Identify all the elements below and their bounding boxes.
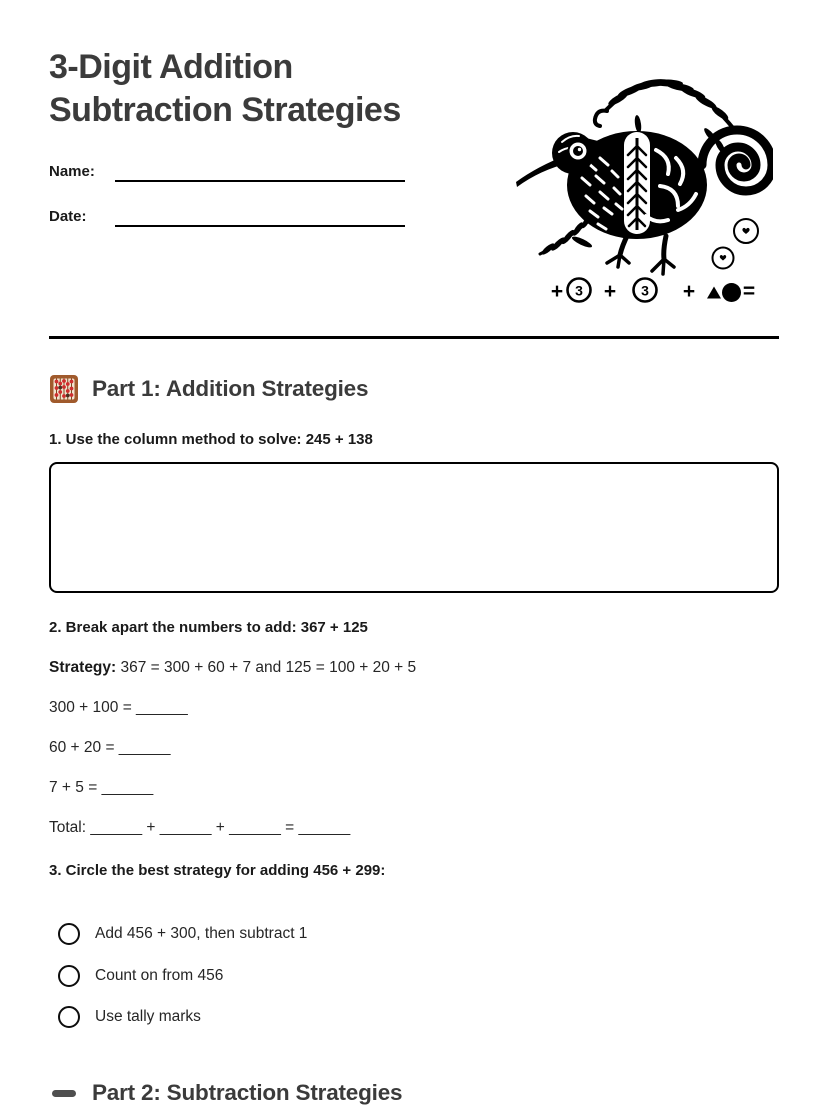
kiwi-bird-drawing: [513, 58, 773, 306]
question-3: 3. Circle the best strategy for adding 456 + 299:: [49, 862, 386, 879]
fill-line: 7 + 5 = ______: [49, 779, 154, 796]
kiwi-beak: [516, 155, 569, 187]
name-label: Name:: [49, 163, 95, 180]
strategy-label: Strategy:: [49, 659, 117, 676]
abacus-icon: [49, 374, 79, 404]
date-label: Date:: [49, 208, 87, 225]
kiwi-illustration: [513, 58, 773, 306]
heart-circle-icon: [734, 219, 758, 243]
picture-equation: [551, 279, 755, 304]
heart-circle-icon: [713, 248, 734, 269]
page-title-line1: 3-Digit Addition: [49, 48, 293, 86]
kiwi-legs: [607, 234, 674, 274]
answer-box[interactable]: [49, 462, 779, 593]
question-2: 2. Break apart the numbers to add: 367 + 125: [49, 619, 368, 636]
strategy-option[interactable]: [58, 1006, 779, 1028]
option-label: Add 456 + 300, then subtract 1: [95, 925, 308, 942]
option-label: Use tally marks: [95, 1008, 201, 1025]
small-fern-leaf-icon: [540, 215, 593, 257]
radio-circle[interactable]: [58, 965, 80, 987]
minus-icon: [49, 1078, 79, 1108]
name-field-row: [49, 158, 405, 182]
part2-heading: [49, 1078, 779, 1108]
strategy-option[interactable]: [58, 965, 779, 987]
question-1: 1. Use the column method to solve: 245 + 138: [49, 431, 373, 448]
strategy-options: [49, 923, 779, 1028]
koru-spiral-icon: [702, 130, 772, 191]
triangle-icon: [707, 287, 721, 299]
circled-number-text: 3: [641, 282, 649, 299]
radio-circle[interactable]: [58, 923, 80, 945]
filled-circle-icon: [722, 283, 741, 302]
total-line: Total: ______ + ______ + ______ = ______: [49, 819, 351, 836]
fill-line: 60 + 20 = ______: [49, 739, 171, 756]
plus-sign: +: [603, 280, 617, 303]
circled-number-text: 3: [575, 282, 583, 299]
strategy-option[interactable]: [58, 923, 779, 945]
date-field-row: [49, 203, 405, 227]
divider: [49, 336, 779, 339]
plus-sign: +: [550, 280, 564, 303]
radio-circle[interactable]: [58, 1006, 80, 1028]
fill-line: 300 + 100 = ______: [49, 699, 188, 716]
equals-sign: =: [742, 280, 756, 303]
name-line[interactable]: [115, 160, 405, 182]
page-title-line2: Subtraction Strategies: [49, 91, 401, 129]
option-label: Count on from 456: [95, 966, 224, 984]
strategy-text: 367 = 300 + 60 + 7 and 125 = 100 + 20 + 5: [120, 659, 417, 676]
plus-sign: +: [682, 280, 696, 303]
part2-heading-label: Part 2: Subtraction Strategies: [92, 1080, 403, 1105]
date-line[interactable]: [115, 205, 405, 227]
part1-heading-label: Part 1: Addition Strategies: [92, 376, 369, 401]
part1-heading: [49, 374, 779, 404]
strategy-line: [49, 658, 779, 678]
